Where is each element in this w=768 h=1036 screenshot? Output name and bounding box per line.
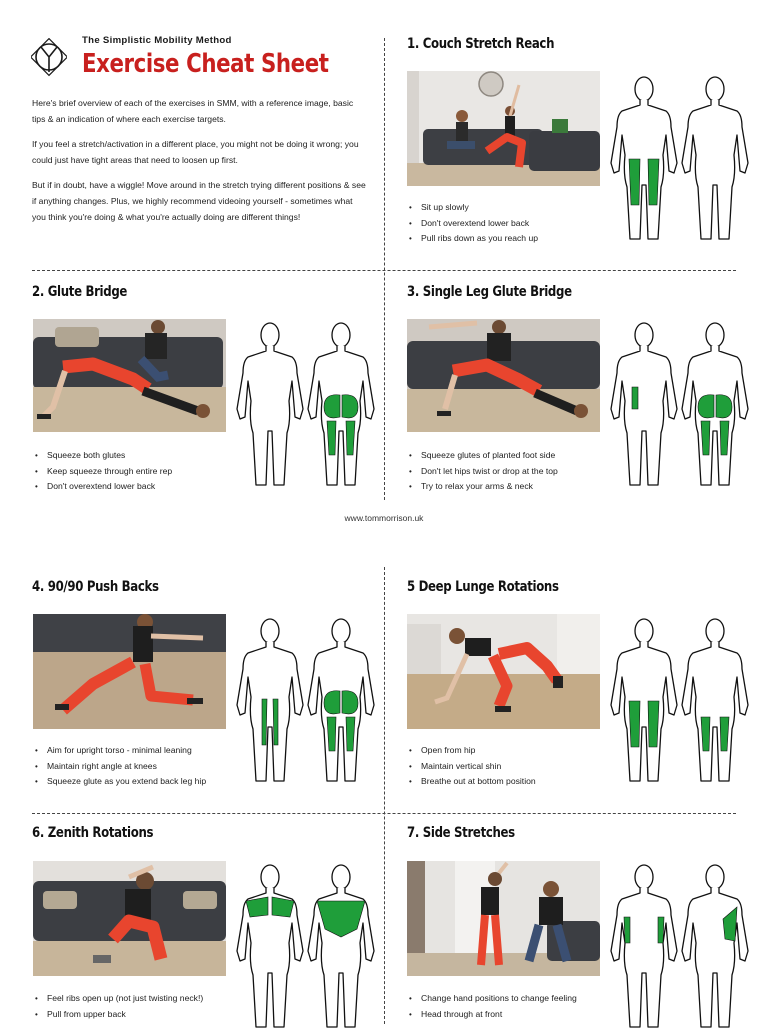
intro-paragraph: But if in doubt, have a wiggle! Move around in the stretch trying different positions & see if anything changes. Plus, we highly recommend videoing yourself - sometimes what you think you're doing & what you're actually doing are different things!: [32, 180, 366, 222]
tips-list: [407, 200, 538, 247]
row-divider-1: [32, 270, 736, 271]
back-body-icon: [308, 323, 374, 485]
body-diagram: [234, 617, 376, 785]
tips-list: [33, 991, 203, 1022]
tips-list: [407, 991, 577, 1022]
exercise-photo: [33, 319, 226, 432]
tip-item: • Feel ribs open up (not just twisting neck!): [33, 991, 203, 1007]
tip-item: • Try to relax your arms & neck: [407, 479, 558, 495]
tip-item: • Change hand positions to change feeling: [407, 991, 577, 1007]
tip-item: • Aim for upright torso - minimal leaning: [33, 743, 206, 759]
intro-paragraph: Here's brief overview of each of the exercises in SMM, with a reference image, basic tips & an indication of where each exercise targets.: [32, 98, 354, 124]
tip-item: • Head through at front: [407, 1007, 577, 1023]
body-diagram: [608, 863, 750, 1024]
back-body-icon: [682, 865, 748, 1027]
exercise-title: 4. 90/90 Push Backs: [32, 579, 159, 595]
tip-item: • Don't let hips twist or drop at the top: [407, 464, 558, 480]
body-diagram: [234, 863, 376, 1024]
tip-item: • Breathe out at bottom position: [407, 774, 536, 790]
exercise-title: 5 Deep Lunge Rotations: [407, 579, 559, 595]
tip-item: • Squeeze both glutes: [33, 448, 172, 464]
back-body-icon: [682, 323, 748, 485]
body-diagram: [608, 617, 750, 785]
row-divider-2: [32, 813, 736, 814]
tips-list: [407, 743, 536, 790]
footer-url: www.tommorrison.uk: [344, 513, 424, 523]
exercise-photo: [33, 614, 226, 729]
front-body-icon: [611, 619, 677, 781]
tips-list: [407, 448, 558, 495]
back-body-icon: [308, 865, 374, 1027]
body-diagram: [608, 321, 750, 489]
exercise-title: 7. Side Stretches: [407, 825, 515, 841]
header-subtitle: The Simplistic Mobility Method: [82, 35, 232, 46]
exercise-title: 1. Couch Stretch Reach: [407, 36, 555, 52]
column-divider-bottom: [384, 567, 385, 1024]
tip-item: • Don't overextend lower back: [33, 479, 172, 495]
back-body-icon: [682, 77, 748, 239]
body-diagram: [234, 321, 376, 489]
tip-item: • Sit up slowly: [407, 200, 538, 216]
tip-item: • Keep squeeze through entire rep: [33, 464, 172, 480]
tips-list: [33, 448, 172, 495]
exercise-photo: [33, 861, 226, 976]
front-body-icon: [611, 865, 677, 1027]
exercise-photo: [407, 319, 600, 432]
exercise-title: 3. Single Leg Glute Bridge: [407, 284, 572, 300]
exercise-photo: [407, 861, 600, 976]
tip-item: • Pull ribs down as you reach up: [407, 231, 538, 247]
logo-icon: [31, 38, 67, 78]
tip-item: • Maintain right angle at knees: [33, 759, 206, 775]
page-title: Exercise Cheat Sheet: [82, 49, 329, 79]
tips-list: [33, 743, 206, 790]
intro-text: [32, 96, 368, 235]
tip-item: • Pull from upper back: [33, 1007, 203, 1023]
body-diagram: [608, 75, 750, 243]
front-body-icon: [611, 77, 677, 239]
back-body-icon: [682, 619, 748, 781]
front-body-icon: [237, 619, 303, 781]
back-body-icon: [308, 619, 374, 781]
front-body-icon: [611, 323, 677, 485]
exercise-title: 2. Glute Bridge: [32, 284, 128, 300]
tip-item: • Squeeze glutes of planted foot side: [407, 448, 558, 464]
front-body-icon: [237, 865, 303, 1027]
tip-item: • Open from hip: [407, 743, 536, 759]
intro-paragraph: If you feel a stretch/activation in a different place, you might not be doing it wrong; you could just have tight areas that need to loosen up first.: [32, 139, 359, 165]
exercise-photo: [407, 71, 600, 186]
exercise-photo: [407, 614, 600, 729]
exercise-title: 6. Zenith Rotations: [32, 825, 154, 841]
front-body-icon: [237, 323, 303, 485]
tip-item: • Maintain vertical shin: [407, 759, 536, 775]
column-divider-top: [384, 38, 385, 500]
tip-item: • Don't overextend lower back: [407, 216, 538, 232]
tip-item: • Squeeze glute as you extend back leg hip: [33, 774, 206, 790]
